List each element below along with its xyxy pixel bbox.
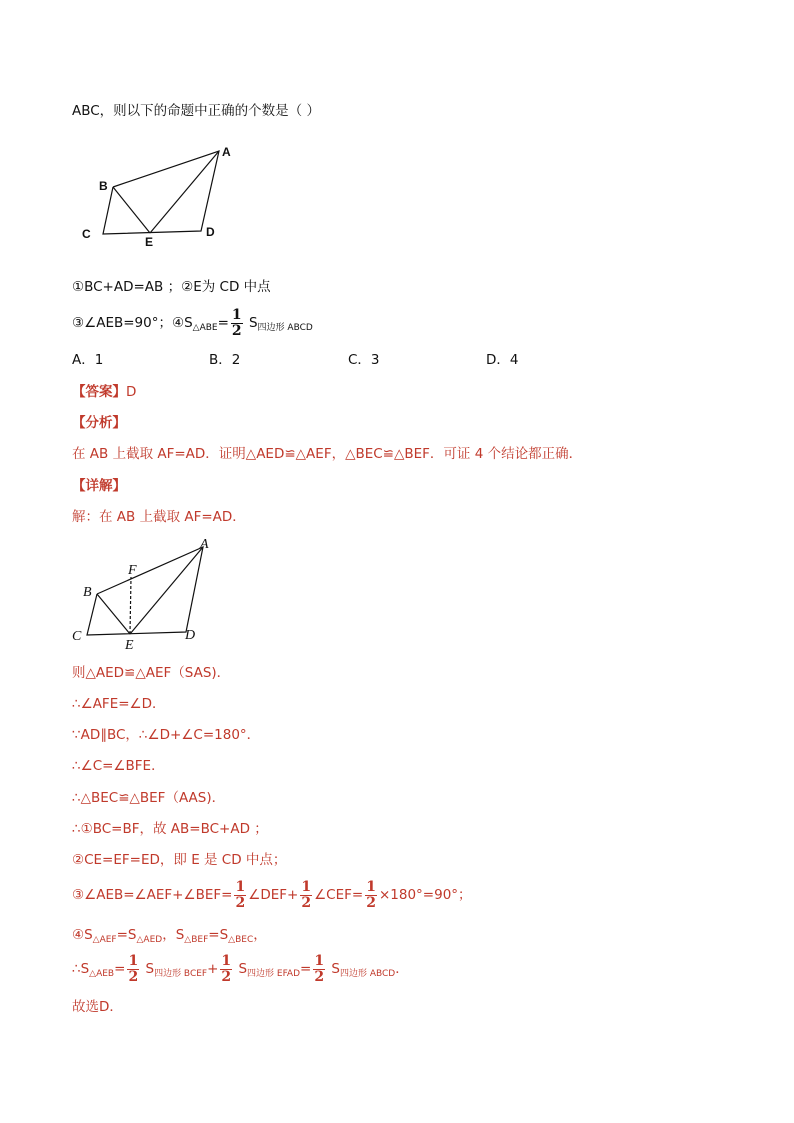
fraction-half: $\frac{1}{2}$ (221, 952, 232, 985)
fig2-label-d: D (185, 628, 196, 643)
fraction-half: $\frac{1}{2}$ (235, 878, 246, 911)
fig2-label-b: B (83, 585, 92, 600)
fig2-label-f: F (128, 563, 137, 578)
analysis-text: 在 AB 上截取 AF=AD．证明△AED≌△AEF，△BEC≌△BEF．可证 4 个结论都正确． (72, 446, 583, 462)
fig1-label-c: C (82, 227, 91, 241)
fraction-half: $\frac{1}{2}$ (301, 878, 312, 911)
step-line: ∴①BC=BF，故 AB=BC+AD ； (72, 821, 268, 837)
step-line: ∴△BEC≌△BEF（AAS)． (72, 790, 226, 806)
step-line: 则△AED≌△AEF（SAS)． (72, 665, 231, 681)
question-stem: ABC，则以下的命题中正确的个数是（ ） (72, 103, 320, 119)
fraction-half: $\frac{1}{2}$ (128, 952, 139, 985)
step-line: ②CE=EF=ED，即 E 是 CD 中点； (72, 852, 287, 868)
step-angle-aeb: ③∠AEB=∠AEF+∠BEF= $\frac{1}{2}$ ∠DEF+ $\frac{1}{2}$ ∠CEF= $\frac{1}{2}$ ×180°=90°； (72, 878, 472, 911)
fig1-label-b: B (99, 179, 108, 193)
statement-1-2: ①BC+AD=AB ；②E为 CD 中点 (72, 279, 271, 295)
options-row (72, 351, 532, 369)
detail-tag: 【详解】 (72, 478, 126, 494)
statement-3-4: ③∠AEB=90°；$④S_{\triangle ABE}=$ $\frac{1}{2}$ $S_{四边形 ABCD}$ (72, 306, 313, 339)
step-area-equal: $④S_{\triangle AEF}=S_{\triangle AED}$，$S_{\triangle BEF}=S_{\triangle BEC}$， (72, 927, 267, 945)
step-line: ∴∠AFE=∠D． (72, 696, 166, 712)
step-line: ∴∠C=∠BFE． (72, 758, 165, 774)
fraction-half: $\frac{1}{2}$ (366, 878, 376, 911)
figure-quadrilateral-with-f (72, 536, 222, 654)
fraction-half: $\frac{1}{2}$ (231, 306, 242, 339)
step-line: ∵AD∥BC，∴∠D+∠C=180°． (72, 727, 261, 743)
fig2-label-a: A (200, 537, 209, 552)
analysis-tag: 【分析】 (72, 415, 126, 431)
fraction-half: $\frac{1}{2}$ (314, 952, 325, 985)
detail-intro: 解：在 AB 上截取 AF=AD． (72, 509, 246, 525)
option-b: B．2 (209, 352, 241, 368)
step-area-sum: $\therefore S_{\triangle AEB}=$ $\frac{1}{2}$ $S_{四边形 BCEF}+$ $\frac{1}{2}$ $S_{四边形 EFAD}=$ $\frac{1}{2}$ $S_{四边形 ABCD}$． (72, 952, 409, 985)
fig1-label-a: A (222, 145, 231, 159)
fig2-label-e: E (125, 638, 134, 653)
fig1-label-d: D (206, 225, 215, 239)
option-d: D．4 (486, 352, 519, 368)
option-c: C．3 (348, 352, 380, 368)
fig1-label-e: E (145, 235, 154, 249)
fig2-label-c: C (72, 629, 82, 644)
option-a: A．1 (72, 352, 104, 368)
figure-quadrilateral (75, 140, 250, 250)
conclusion: 故选D． (72, 999, 123, 1015)
answer: 【答案】D (72, 384, 137, 400)
